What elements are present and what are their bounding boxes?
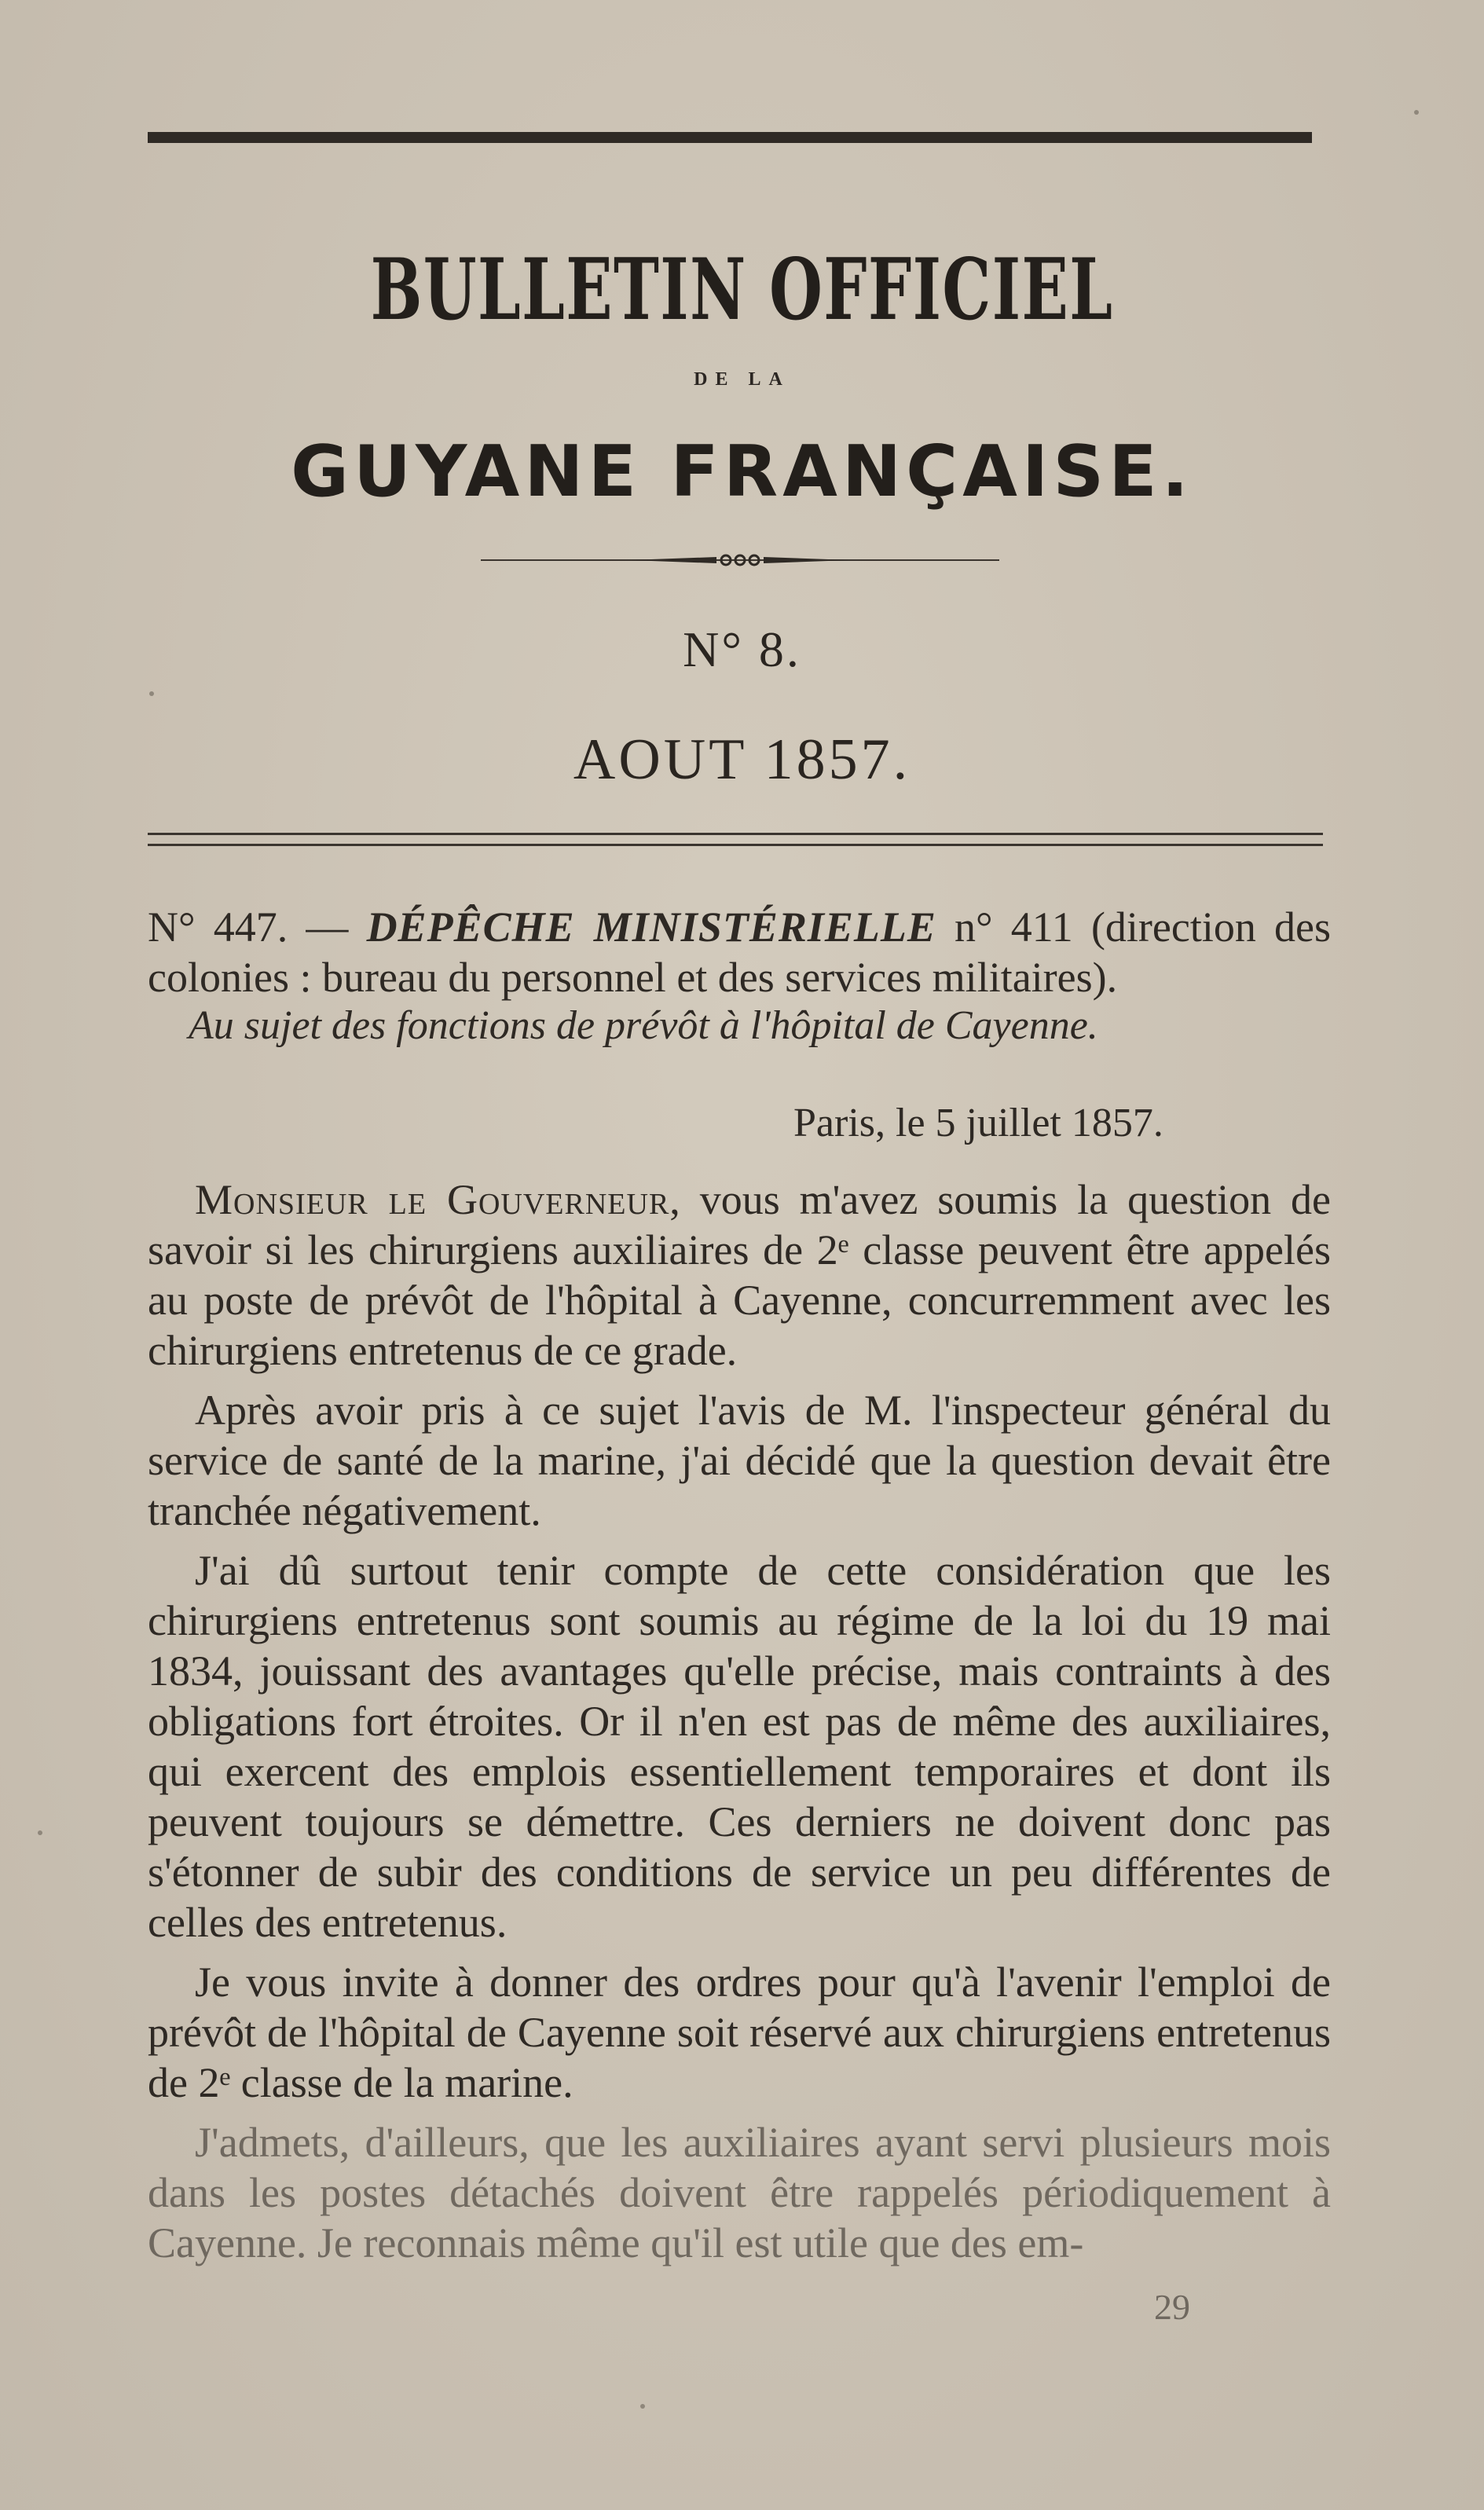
paragraph-1 xyxy=(148,1174,1331,1376)
paper-speck xyxy=(640,2404,645,2409)
paragraph-3: J'ai dû surtout tenir compte de cette considération que les chirurgiens entretenus sont soumis au régime de la loi du 19 mai 1834, jouissant des avantages qu'elle précise, mais contraints à des obligations fort étroites. Or il n'en est pas de même des auxiliaires, qui exercent des emplois essentiellement temporaires et dont ils peuvent toujours se démettre. Ces derniers ne doivent donc pas s'étonner de subir des conditions de service un peu différentes de celles des entretenus. xyxy=(148,1547,1331,1946)
paragraph-1-text: , vous m'avez soumis la question de savoir si les chirurgiens auxiliaires de 2ᵉ classe peuvent être appelés au poste de prévôt de l'hôpital à Cayenne, concurremment avec les chirurgiens entretenus de ce grade. xyxy=(148,1176,1331,1374)
ornament-divider xyxy=(481,548,999,572)
paragraph-5: J'admets, d'ailleurs, que les auxiliaires ayant servi plusieurs mois dans les postes détachés doivent être rappelés périodiquement à Cayenne. Je reconnais même qu'il est utile que des em- xyxy=(148,2119,1331,2266)
dispatch-number: N° 447. — xyxy=(148,903,349,951)
paragraph-2: Après avoir pris à ce sujet l'avis de M. l'inspecteur général du service de santé de la marine, j'ai décidé que la question devait être tranchée négativement. xyxy=(148,1387,1331,1534)
salutation: Monsieur le Gouverneur xyxy=(195,1176,670,1223)
dispatch-heading xyxy=(148,902,1331,1002)
issue-date: AOUT 1857. xyxy=(573,727,911,792)
paragraph-4: Je vous invite à donner des ordres pour qu'à l'avenir l'emploi de prévôt de l'hôpital de Cayenne soit réservé aux chirurgiens entretenus de 2ᵉ classe de la marine. xyxy=(148,1959,1331,2106)
paper-speck xyxy=(1414,110,1419,115)
letter-body xyxy=(148,1174,1331,2277)
dispatch-subject: Au sujet des fonctions de prévôt à l'hôpital de Cayenne. xyxy=(189,1003,1098,1048)
paper-speck xyxy=(38,1830,42,1835)
bulletin-title: BULLETIN OFFICIEL xyxy=(370,240,1114,339)
top-rule xyxy=(148,132,1312,143)
paper-speck xyxy=(149,691,154,696)
title-connector: DE LA xyxy=(694,369,790,390)
page-number: 29 xyxy=(1154,2287,1190,2327)
dateline: Paris, le 5 juillet 1857. xyxy=(793,1101,1163,1145)
dispatch-reference: n° 411 (direction des colonies : bureau du personnel et des services militaires). xyxy=(148,903,1331,1001)
separator-rule-lower xyxy=(148,844,1323,846)
separator-rule-upper xyxy=(148,833,1323,835)
dispatch-type: DÉPÊCHE MINISTÉRIELLE xyxy=(366,903,936,951)
territory-title: GUYANE FRANÇAISE. xyxy=(291,431,1193,513)
issue-number: N° 8. xyxy=(683,621,801,677)
